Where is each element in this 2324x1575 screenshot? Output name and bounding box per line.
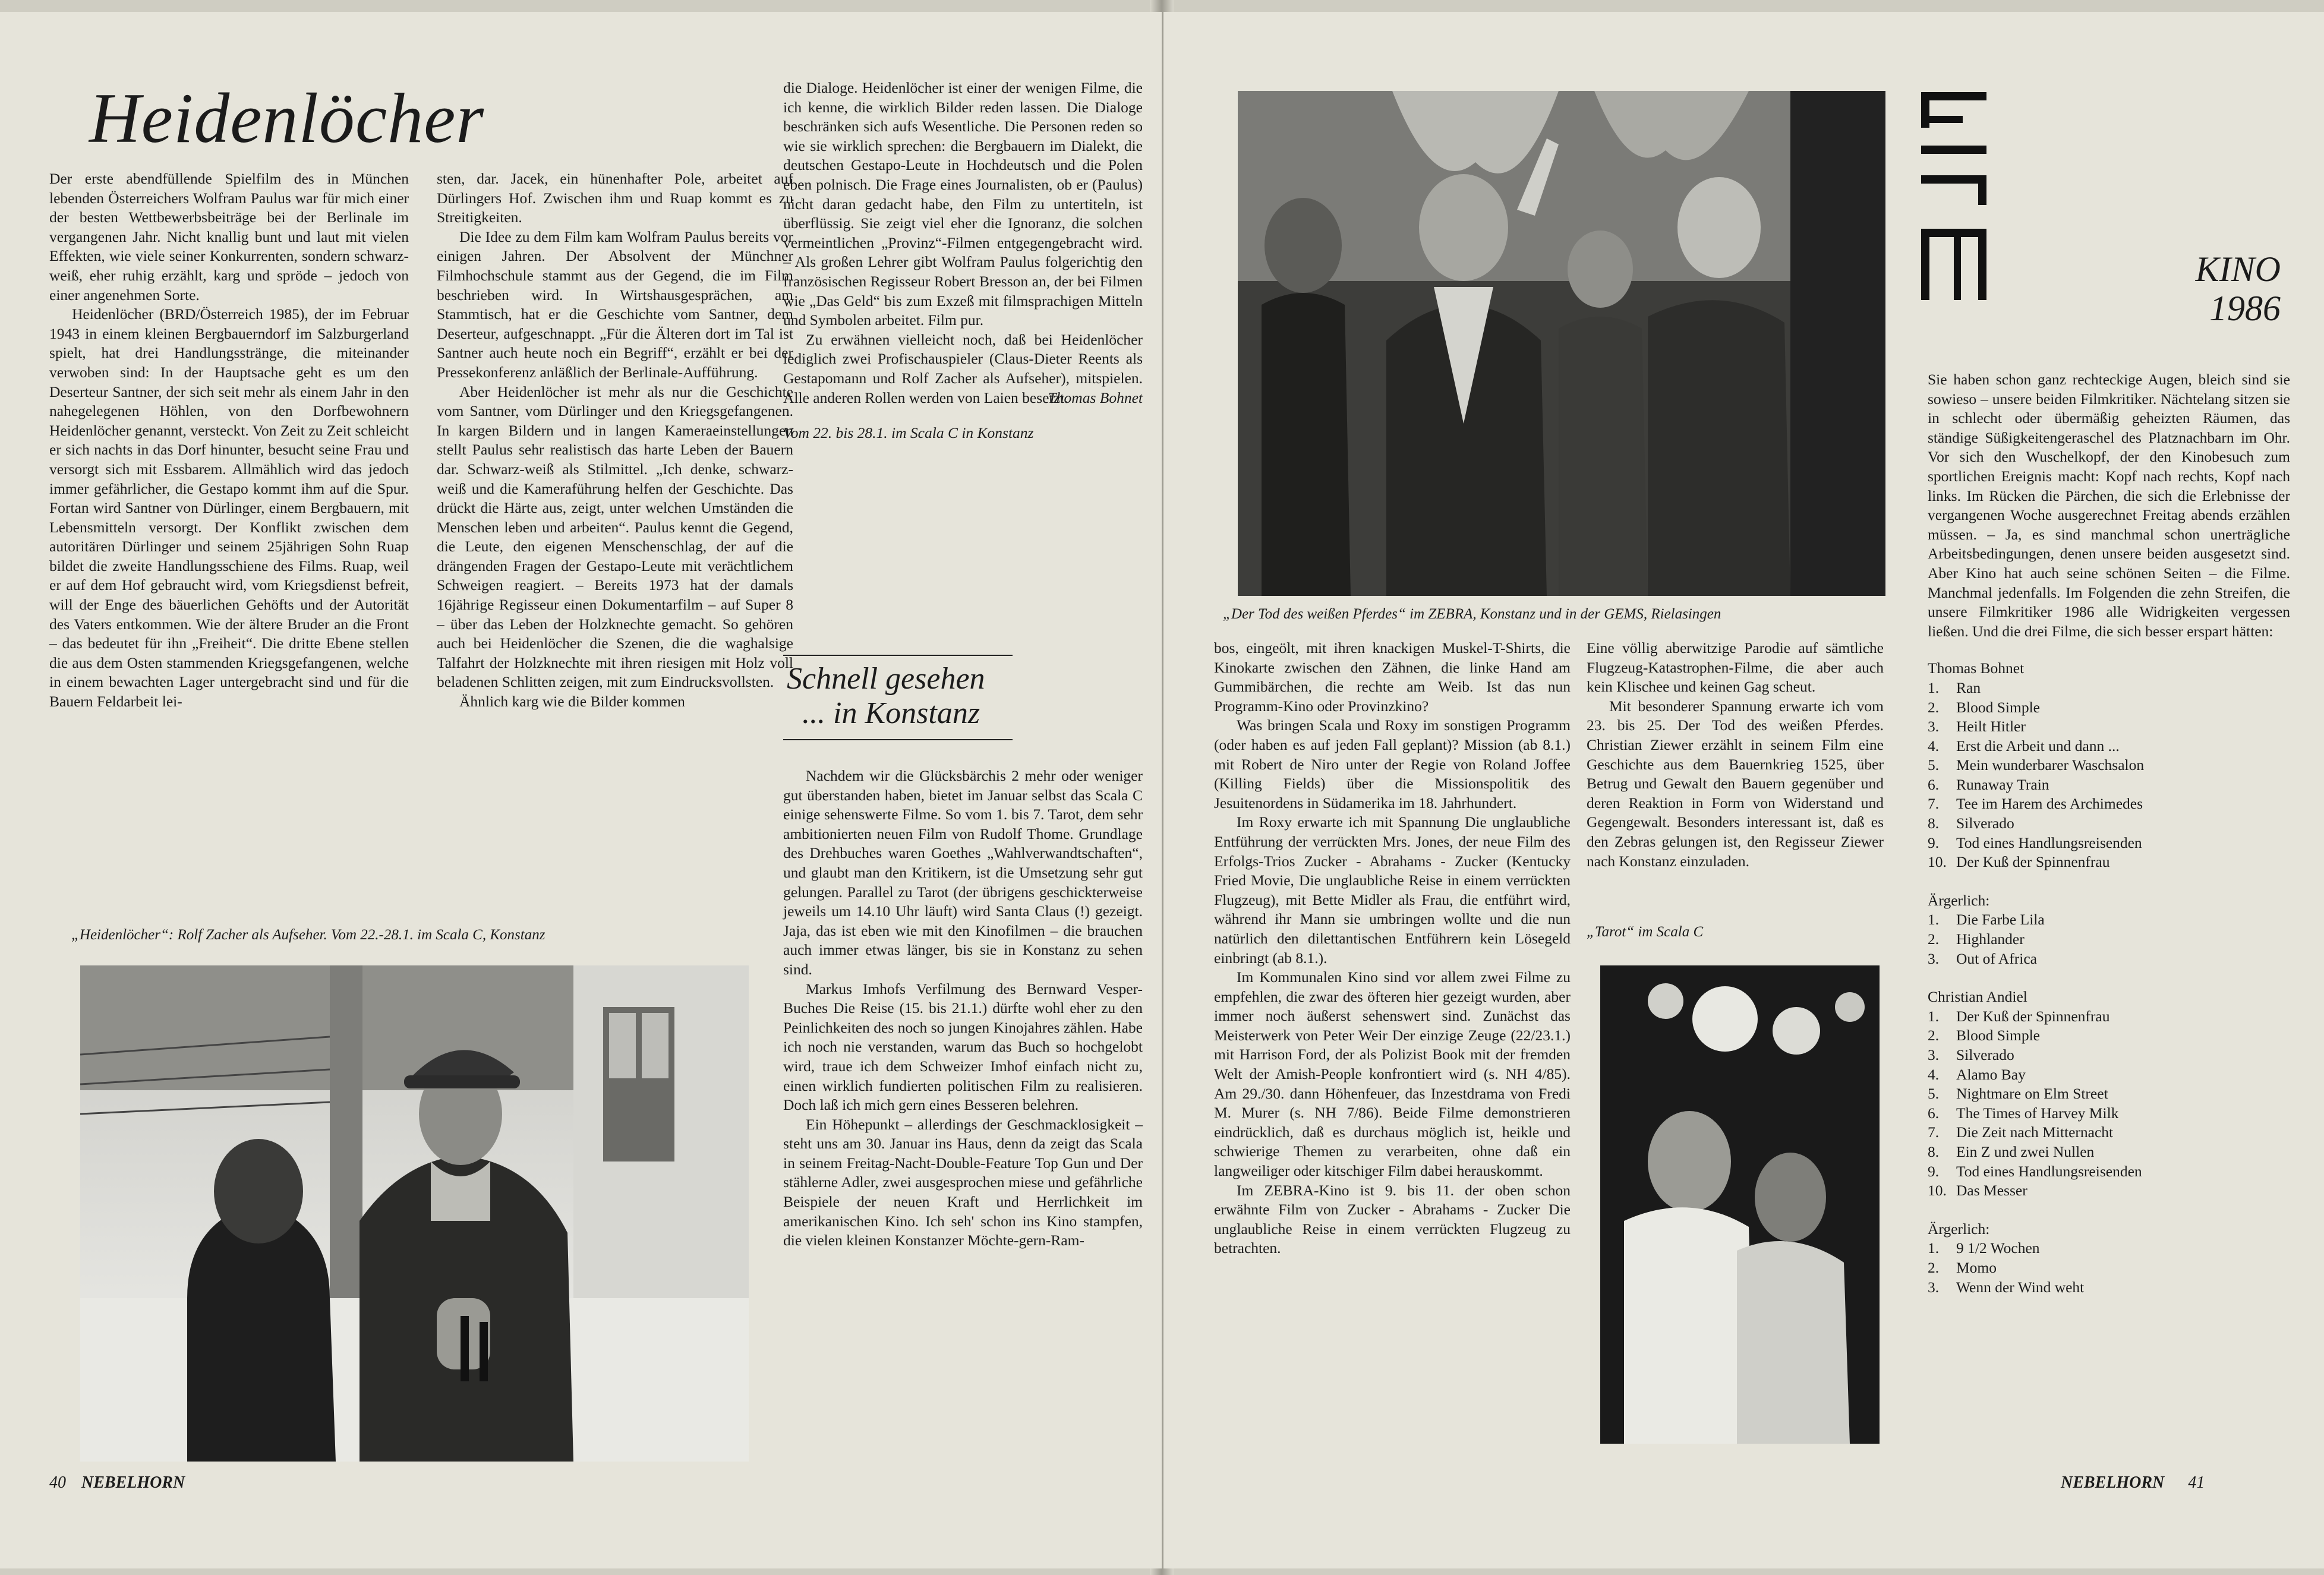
schnell-column-2	[1214, 639, 1571, 1258]
magazine-name-left: NEBELHORN	[81, 1473, 185, 1492]
paragraph: Im ZEBRA-Kino ist 9. bis 11. der oben schon erwähnte Film von Zucker - Abrahams - Zucker Die unglaubliche Reise in einem verrückten Flugzeug zu betrachten.	[1214, 1181, 1571, 1257]
list-item	[1928, 1104, 2290, 1123]
list-item	[1928, 756, 2290, 775]
paragraph: Nachdem wir die Glücksbärchis 2 mehr oder weniger gut überstanden haben, bietet im Januar selbst das Scala C einige sehenswerte Filme. So vom 1. bis 7. Tarot, dem sehr ambitionierten neuen Film von Rudolf Thome. Grundlage des Drehbuches waren Goethes „Wahlverwandtschaften“, und glaubt man den Kritikern, ist die Umsetzung sehr gut gelungen. Parallel zu Tarot (der übrigens geschickterweise jeweils um 14.10 Uhr läuft) wird Santa Claus (!) gezeigt. Jaja, das ist eben wie mit den Kinofilmen – die brauchen auch immer etwas länger, bis sie in Konstanz zu sehen sind.	[783, 767, 1143, 978]
film-title: Silverado	[1956, 815, 2014, 832]
schnell-column-1	[783, 766, 1143, 1251]
schnell-column-3	[1587, 639, 1884, 871]
film-title: Der Kuß der Spinnenfrau	[1956, 1007, 2110, 1025]
schnell-gesehen-title: Schnell gesehen	[787, 662, 985, 696]
tod-des-weissen-pferdes-photo-image	[1238, 91, 1885, 596]
article-column-2	[437, 169, 793, 712]
kino-word: KINO	[2195, 250, 2281, 289]
heidenloecher-photo-image	[80, 965, 749, 1462]
list-item	[1928, 1046, 2290, 1065]
list-number: 9.	[1928, 1162, 1940, 1180]
folio-right	[2061, 1473, 2205, 1492]
critic-1-top-list	[1928, 678, 2290, 872]
list-item	[1928, 1123, 2290, 1142]
film-title: Blood Simple	[1956, 698, 2040, 716]
folio-left	[49, 1473, 185, 1492]
tarot-photo-image	[1600, 965, 1880, 1444]
list-number: 1.	[1928, 911, 1940, 929]
film-title: Tod eines Handlungsreisenden	[1956, 1162, 2142, 1180]
kino-year: 1986	[2209, 289, 2281, 328]
left-page	[0, 12, 1162, 1568]
list-item	[1928, 1181, 2290, 1201]
list-item	[1928, 1007, 2290, 1027]
paragraph: Markus Imhofs Verfilmung des Bernward Vesper-Buches Die Reise (15. bis 21.1.) dürfte wohl eher zu den Peinlichkeiten des noch so jungen Kinojahres zählen. Habe ich noch nie verstanden, warum das Buch so hochgelobt wird, traue ich dem Schweizer Imhof einfach nicht zu, einen wirklich fundierten politischen Film zu realisieren. Doch laß ich mich gern eines Besseren belehren.	[783, 980, 1143, 1114]
list-item	[1928, 1142, 2290, 1162]
list-number: 1.	[1928, 1007, 1940, 1025]
schnell-gesehen-subtitle: ... in Konstanz	[802, 696, 980, 730]
paragraph: Ein Höhepunkt – allerdings der Geschmacklosigkeit – steht uns am 30. Januar ins Haus, denn da zeigt das Scala in seinem Freitag-Nacht-Double-Feature Top Gun und Der stählerne Adler, zwei ausgesprochen miese und gefährliche Beispiele der neuen Kraft und Herrlichkeit im amerikanischen Kino. Ich seh' schon ins Kino stampfen, die vielen kleinen Konstanzer Möchte-gern-Ram-	[783, 1115, 1143, 1249]
list-number: 5.	[1928, 756, 1940, 774]
critic-1-name: Thomas Bohnet	[1928, 659, 2025, 677]
film-title: Das Messer	[1956, 1182, 2027, 1200]
critic-2-top-list	[1928, 1007, 2290, 1201]
film-title: Erst die Arbeit und dann ...	[1956, 737, 2120, 755]
list-item	[1928, 1162, 2290, 1182]
list-item	[1928, 814, 2290, 834]
paragraph: Im Roxy erwarte ich mit Spannung Die unglaubliche Entführung der verrückten Mrs. Jones, der neue Film des Erfolgs-Trios Zucker - Abrahams - Zucker (Kentucky Fried Movie, Die unglaubliche Reise in einem verrückten Flugzeug), mit Bette Midler als Frau, die entführt wird, während ihr Mann sie umbringen wollte und die nun natürlich den dilettantischen Entführern kein Lösegeld einbringt (ab 8.1.).	[1214, 813, 1571, 967]
film-title: Tee im Harem des Archimedes	[1956, 795, 2143, 813]
film-title: Die Farbe Lila	[1956, 911, 2045, 929]
list-item	[1928, 949, 2290, 969]
list-item	[1928, 1239, 2290, 1258]
photo-caption-tarot: „Tarot“ im Scala C	[1587, 924, 1704, 940]
list-number: 2.	[1928, 1258, 1940, 1276]
film-logo-graphic	[1918, 92, 1989, 306]
article-title: Heidenlöcher	[89, 78, 485, 157]
list-number: 1.	[1928, 1239, 1940, 1257]
film-title: Wenn der Wind weht	[1956, 1278, 2085, 1296]
list-number: 6.	[1928, 1104, 1940, 1122]
film-title: The Times of Harvey Milk	[1956, 1104, 2119, 1122]
list-item	[1928, 678, 2290, 698]
page-number-right: 41	[2188, 1473, 2205, 1492]
paragraph: Mit besonderer Spannung erwarte ich vom 23. bis 25. Der Tod des weißen Pferdes. Christian Ziewer erzählt in seinem Film eine Geschichte aus dem Bauernkrieg 1525, über Betrug und Gewalt den Bauern gegenüber und deren Reaktion in Form von Widerstand und Gegengewalt. Besonders interessant ist, daß es den Zebras gelungen ist, den Regisseur Ziewer nach Konstanz einzuladen.	[1587, 697, 1884, 870]
film-title: Blood Simple	[1956, 1027, 2040, 1044]
article-dates: Vom 22. bis 28.1. im Scala C in Konstanz	[783, 424, 1034, 441]
film-title: Out of Africa	[1956, 949, 2037, 967]
page-number-left: 40	[49, 1473, 66, 1492]
photo-caption-tod-des-weissen-pferdes: „Der Tod des weißen Pferdes“ im ZEBRA, Konstanz und in der GEMS, Rielasingen	[1223, 606, 1721, 622]
paragraph: Die Idee zu dem Film kam Wolfram Paulus bereits vor einigen Jahren. Der Absolvent der Münchner Filmhochschule stammt aus der Gegend, die im Film beschrieben wird. In Wirtshausgesprächen, am Stammtisch, hat er die Geschichte vom Santner, dem Deserteur, aufgeschnappt. „Für die Älteren dort im Tal ist Santner auch heute noch ein Begriff“, erzählt er bei der Pressekonferenz anläßlich der Berlinale-Aufführung.	[437, 228, 793, 381]
film-title: Momo	[1956, 1258, 1997, 1276]
critic-2-name: Christian Andiel	[1928, 988, 2027, 1006]
critic-2-worst-list	[1928, 1239, 2290, 1297]
film-title: Der Kuß der Spinnenfrau	[1956, 853, 2110, 871]
paragraph: Eine völlig aberwitzige Parodie auf sämtliche Flugzeug-Katastrophen-Filme, die aber auch kein Klischee und keinen Gag scheut.	[1587, 639, 1884, 696]
critic-1-worst-label: Ärgerlich:	[1928, 891, 1990, 909]
paragraph: sten, dar. Jacek, ein hünenhafter Pole, arbeitet auf Dürlingers Hof. Zwischen ihm und Ruap kommt es zu Streitigkeiten.	[437, 170, 793, 226]
list-number: 4.	[1928, 1065, 1940, 1083]
film-title: Runaway Train	[1956, 775, 2049, 793]
film-title: Ran	[1956, 678, 1981, 696]
critic-1-worst-list	[1928, 910, 2290, 968]
film-vertical-logo	[1918, 92, 1989, 306]
film-title: Highlander	[1956, 930, 2025, 948]
article-author: Thomas Bohnet	[1048, 389, 1143, 407]
paragraph: Im Kommunalen Kino sind vor allem zwei Filme zu empfehlen, die zwar des öfteren hier gezeigt wurden, aber immer noch äußerst sehenswert sind. Zunächst das Meisterwerk von Peter Weir Der einzige Zeuge (22/23.1.) mit Harrison Ford, der als Polizist Book mit der fremden Welt der Amish-People konfrontiert wird (s. NH 4/85). Am 29./30. dann Höhenfeuer, das Inzestdrama von Fredi M. Murer (s. NH 7/86). Beide Filme demonstrieren eindrücklich, daß es durchaus möglich ist, heikle und schwierige Themen zu verarbeiten, ohne daß ein langweiliger oder kitschiger Film dabei herauskommt.	[1214, 968, 1571, 1180]
paragraph: Zu erwähnen vielleicht noch, daß bei Heidenlöcher lediglich zwei Profischauspieler (Claus-Dieter Reents als Gestapomann und Rolf Zacher als Aufseher), mitspielen. Alle anderen Rollen werden von Laien besetzt.	[783, 330, 1143, 406]
list-number: 8.	[1928, 1142, 1940, 1160]
kino-1986-column	[1928, 370, 2290, 1297]
list-number: 7.	[1928, 1123, 1940, 1141]
film-title: Silverado	[1956, 1046, 2014, 1063]
paragraph: Was bringen Scala und Roxy im sonstigen Programm (oder haben es auf jeden Fall geplant)? Mission (ab 8.1.) mit Robert de Niro unter der Regie von Roland Joffee (Killing Fields) über die Missionspolitik des Jesuitenordens in Südamerika im 18. Jahrhundert.	[1214, 717, 1571, 812]
list-number: 3.	[1928, 1278, 1940, 1296]
list-number: 1.	[1928, 678, 1940, 696]
list-item	[1928, 1065, 2290, 1085]
list-item	[1928, 794, 2290, 814]
list-item	[1928, 775, 2290, 795]
critic-2-worst-label: Ärgerlich:	[1928, 1220, 1990, 1238]
list-number: 9.	[1928, 834, 1940, 851]
magazine-name-right: NEBELHORN	[2061, 1473, 2165, 1492]
list-item	[1928, 737, 2290, 756]
film-title: Alamo Bay	[1956, 1065, 2026, 1083]
paragraph: Der erste abendfüllende Spielfilm des in München lebenden Österreichers Wolfram Paulus war für mich einer der besten Wettbewerbsbeiträge bei der Berlinale im vergangenen Jahr. Nicht knallig bunt und laut mit vielen Effekten, wie viele seiner Konkurrenten, sondern schwarz-weiß, eher ruhig erzählt, karg und spröde – jedoch von einer angenehmen Sorte.	[49, 170, 409, 304]
schnell-gesehen-heading	[783, 655, 1013, 740]
list-number: 10.	[1928, 853, 1947, 871]
film-title: 9 1/2 Wochen	[1956, 1239, 2040, 1257]
film-title: Die Zeit nach Mitternacht	[1956, 1123, 2114, 1141]
list-item	[1928, 698, 2290, 718]
list-number: 2.	[1928, 930, 1940, 948]
kino-1986-heading	[2067, 250, 2281, 328]
list-number: 2.	[1928, 1027, 1940, 1044]
list-item	[1928, 1084, 2290, 1104]
right-page	[1163, 12, 2324, 1568]
kino-intro: Sie haben schon ganz rechteckige Augen, bleich sind sie sowieso – unsere beiden Filmkritiker. Nächtelang sitzen sie in schlecht oder übermäßig geheizten Räumen, das ständige Süßigkeitengeraschel des Platznachbarn im Ohr. Vor sich den Wuschelkopf, der den Kinobesuch zum sportlichen Ereignis macht: Kopf nach rechts, Kopf nach links. Im Rücken die Pärchen, die sich die Erlebnisse der vergangenen Woche ausgerechnet Freitag abends erzählen müssen. – Ja, es sind manchmal schon unerträgliche Arbeitsbedingungen, denen unsere beiden ausgesetzt sind. Aber Kino hat auch seine schönen Seiten – die Filme. Manchmal jedenfalls. Im Folgenden die zehn Streifen, die unsere Filmkritiker 1986 alle Widrigkeiten vergessen ließen. Und die drei Filme, die sich besser erspart hätten:	[1928, 371, 2290, 640]
list-number: 7.	[1928, 795, 1940, 813]
list-number: 3.	[1928, 718, 1940, 736]
list-number: 3.	[1928, 949, 1940, 967]
photo-caption-heidenloecher: „Heidenlöcher“: Rolf Zacher als Aufseher. Vom 22.-28.1. im Scala C, Konstanz	[71, 927, 545, 943]
list-item	[1928, 717, 2290, 737]
film-title: Ein Z und zwei Nullen	[1956, 1142, 2095, 1160]
list-number: 6.	[1928, 775, 1940, 793]
film-title: Mein wunderbarer Waschsalon	[1956, 756, 2145, 774]
article-column-1	[49, 169, 409, 712]
list-number: 4.	[1928, 737, 1940, 755]
paragraph: die Dialoge. Heidenlöcher ist einer der wenigen Filme, die ich kenne, die wirklich Bilder reden lassen. Die Dialoge beschränken sich aufs Wesentliche. Die Personen reden so wie sie wirklich sprechen: die Bergbauern im Dialekt, die deutschen Gestapo-Leute in Hochdeutsch und die Polen eben polnisch. Die Frage eines Journalisten, ob er (Paulus) nicht daran gedacht habe, den Film zu untertiteln, ist überflüssig. Sie zeigt viel eher die Ignoranz, die solchen vermeintlichen „Provinz“-Filmen entgegengebracht wird. – Als großen Lehrer gibt Wolfram Paulus folgerichtig den französischen Regisseur Robert Bresson an, der bei Filmen wie „Das Geld“ bis zum Exzeß mit filmsprachigen Mitteln und Symbolen arbeitet. Film pur.	[783, 79, 1143, 329]
list-item	[1928, 1258, 2290, 1278]
film-title: Heilt Hitler	[1956, 718, 2026, 736]
list-item	[1928, 930, 2290, 949]
list-item	[1928, 910, 2290, 930]
photo-tarot	[1600, 965, 1880, 1444]
list-number: 8.	[1928, 815, 1940, 832]
photo-heidenloecher	[80, 965, 749, 1462]
photo-tod-des-weissen-pferdes	[1238, 91, 1885, 596]
list-number: 3.	[1928, 1046, 1940, 1063]
list-item	[1928, 1026, 2290, 1046]
paragraph: bos, eingeölt, mit ihren knackigen Muskel-T-Shirts, die Kinokarte zwischen den Zähnen, die linke Hand am Gummibärchen, die rechte am Weib. Ist das nun Programm-Kino oder Provinzkino?	[1214, 639, 1571, 715]
list-item	[1928, 1278, 2290, 1298]
list-number: 10.	[1928, 1182, 1947, 1200]
film-title: Tod eines Handlungsreisenden	[1956, 834, 2142, 851]
paragraph: Aber Heidenlöcher ist mehr als nur die Geschichte vom Santner, vom Dürlinger und den Kriegsgefangenen. In kargen Bildern und in langen Kameraeinstellungen stellt Paulus sehr realistisch das harte Leben der Bauern dar. Schwarz-weiß als Stilmittel. „Ich denke, schwarz-weiß und die Kameraführung helfen der Geschichte. Das drückt die Härte aus, zeigt, unter welchen Umständen die Menschen leben und arbeiten“. Paulus kennt die Gegend, die Leute, den eigenen Menschenschlag, der auf die drängenden Fragen der Gestapo-Leute mit verächtlichem Schweigen reagiert. – Bereits 1973 hat der damals 16jährige Regisseur einen Dokumentarfilm – auf Super 8 – über das Leben der Holzknechte gemacht. So gehören auch bei Heidenlöcher die Szenen, die die waghalsige Talfahrt der Holzknechte mit ihren riesigen mit Holz voll beladenen Schlitten zeigen, mit zum Eindrucksvollsten.	[437, 383, 793, 691]
paragraph: Heidenlöcher (BRD/Österreich 1985), der im Februar 1943 in einem kleinen Bergbauerndorf im Salzburgerland spielt, hat drei Handlungsstränge, die miteinander verwoben sind: In der Hauptsache geht es um den Deserteur Santner, der sich seit mehr als einem Jahr in den nahegelegenen Höhlen, von den Dorfbewohnern Heidenlöcher genannt, versteckt. Von Zeit zu Zeit schleicht er sich nachts in das Dorf hinunter, besucht seine Frau und versorgt sich mit Essbarem. Allmählich wird das jedoch immer gefährlicher, die Gestapo kommt ihm auf die Spur. Fortan wird Santner von Dürlinger, einem Bergbauern, mit Lebensmitteln versorgt. Der Konflikt zwischen dem autoritären Dürlinger und seinem 25jährigen Sohn Ruap bildet die zweite Handlungsschiene des Films. Ruap, weil er auf dem Hof gebraucht wird, vom Kriegsdienst befreit, will der Enge des bäuerlichen Gehöfts und der Autorität des Vaters entkommen. Wie der ältere Bruder an die Front – das bedeutet für ihn „Freiheit“. Die dritte Ebene stellen die aus dem Osten stammenden Kriegsgefangenen, welche in einem bewachten Lager untergebracht sind und für die Bauern Feldarbeit lei-	[49, 305, 409, 711]
paragraph: Ähnlich karg wie die Bilder kommen	[459, 693, 685, 711]
list-number: 5.	[1928, 1085, 1940, 1103]
list-item	[1928, 834, 2290, 853]
film-title: Nightmare on Elm Street	[1956, 1085, 2108, 1103]
article-column-3	[783, 78, 1143, 443]
list-item	[1928, 853, 2290, 872]
list-number: 2.	[1928, 698, 1940, 716]
